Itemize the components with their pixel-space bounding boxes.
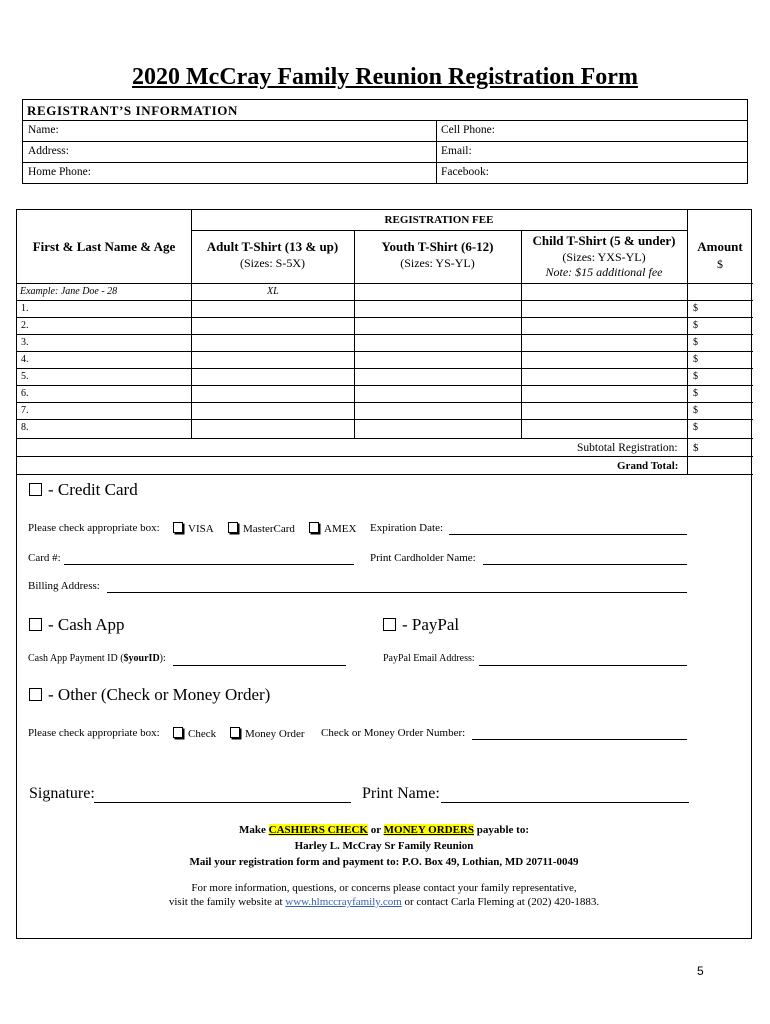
- youth-sizes: (Sizes: YS-YL): [400, 256, 475, 270]
- check-number-field[interactable]: [472, 739, 687, 740]
- card-number-field[interactable]: [64, 564, 354, 565]
- billing-address-field[interactable]: [107, 592, 687, 593]
- amount-symbol: $: [717, 257, 723, 271]
- expiration-label: Expiration Date:: [370, 522, 444, 534]
- billing-address-label: Billing Address:: [28, 580, 100, 592]
- checkbox-icon[interactable]: [309, 522, 319, 533]
- card-number-label: Card #:: [28, 552, 61, 564]
- cash-app-option[interactable]: - Cash App: [29, 615, 125, 635]
- child-shirt-header: Child T-Shirt (5 & under): [532, 233, 676, 248]
- registrant-row-number[interactable]: 7.: [21, 405, 29, 416]
- mailing-address: Mail your registration form and payment to: P.O. Box 49, Lothian, MD 20711-0049: [189, 856, 579, 868]
- signature-field[interactable]: [94, 802, 351, 803]
- example-size: XL: [267, 286, 279, 297]
- home-phone-field[interactable]: Home Phone:: [28, 166, 91, 178]
- visa-option[interactable]: VISA: [173, 522, 214, 535]
- paypal-option[interactable]: - PayPal: [383, 615, 459, 635]
- print-name-label: Print Name:: [362, 785, 440, 802]
- row-amount-symbol: $: [693, 354, 698, 365]
- address-field[interactable]: Address:: [28, 145, 69, 157]
- subtotal-symbol: $: [693, 442, 699, 454]
- credit-check-prompt: Please check appropriate box:: [28, 522, 160, 534]
- row-amount-symbol: $: [693, 320, 698, 331]
- registrant-row-number[interactable]: 6.: [21, 388, 29, 399]
- other-payment-option[interactable]: - Other (Check or Money Order): [29, 685, 270, 705]
- cardholder-label: Print Cardholder Name:: [370, 552, 476, 564]
- expiration-field[interactable]: [449, 534, 687, 535]
- registration-fee-header: REGISTRATION FEE: [384, 214, 494, 226]
- page-title: 2020 McCray Family Reunion Registration Form: [132, 64, 638, 90]
- cell-phone-field[interactable]: Cell Phone:: [441, 124, 495, 136]
- money-order-option[interactable]: Money Order: [230, 727, 305, 740]
- child-sizes: (Sizes: YXS-YL): [562, 250, 646, 264]
- checkbox-icon[interactable]: [173, 522, 183, 533]
- registrant-info-table: [22, 99, 748, 184]
- contact-info-line1: For more information, questions, or concerns please contact your family representative,: [191, 882, 577, 894]
- youth-shirt-header: Youth T-Shirt (6-12): [381, 239, 494, 254]
- checkbox-icon[interactable]: [29, 483, 42, 496]
- registrant-row-number[interactable]: 4.: [21, 354, 29, 365]
- email-field[interactable]: Email:: [441, 145, 472, 157]
- subtotal-label: Subtotal Registration:: [577, 442, 678, 454]
- row-amount-symbol: $: [693, 405, 698, 416]
- checkbox-icon[interactable]: [383, 618, 396, 631]
- payee: Harley L. McCray Sr Family Reunion: [294, 840, 474, 852]
- example-row: Example: Jane Doe - 28: [20, 286, 118, 297]
- print-name-field[interactable]: [441, 802, 689, 803]
- registrant-row-number[interactable]: 2.: [21, 320, 29, 331]
- checkbox-icon[interactable]: [230, 727, 240, 738]
- check-number-label: Check or Money Order Number:: [321, 727, 466, 739]
- cardholder-field[interactable]: [483, 564, 687, 565]
- adult-shirt-header: Adult T-Shirt (13 & up): [206, 239, 339, 254]
- paypal-email-label: PayPal Email Address:: [383, 653, 475, 664]
- grand-total-label: Grand Total:: [617, 460, 679, 472]
- row-amount-symbol: $: [693, 388, 698, 399]
- registrant-row-number[interactable]: 3.: [21, 337, 29, 348]
- row-amount-symbol: $: [693, 371, 698, 382]
- facebook-field[interactable]: Facebook:: [441, 166, 489, 178]
- child-fee-note: Note: $15 additional fee: [545, 265, 663, 279]
- row-amount-symbol: $: [693, 422, 698, 433]
- cash-app-id-field[interactable]: [173, 665, 346, 666]
- payment-instructions: Make CASHIERS CHECK or MONEY ORDERS payable to: Harley L. McCray Sr Family Reunion Mail your registration form and payment to: P.O. Box 49, Lothian, MD 20711-0049 For more information, questions, or concerns please contact your family representative, visit the family website at www.hlmccrayfamily.com or contact Carla Fleming at (202) 420-1883.: [16, 824, 752, 908]
- registrant-row-number[interactable]: 8.: [21, 422, 29, 433]
- check-option[interactable]: Check: [173, 727, 216, 740]
- website-link[interactable]: www.hlmccrayfamily.com: [285, 896, 402, 908]
- row-amount-symbol: $: [693, 303, 698, 314]
- name-field[interactable]: Name:: [28, 124, 59, 136]
- checkbox-icon[interactable]: [29, 688, 42, 701]
- row-amount-symbol: $: [693, 337, 698, 348]
- paypal-email-field[interactable]: [479, 665, 687, 666]
- checkbox-icon[interactable]: [228, 522, 238, 533]
- signature-label: Signature:: [29, 785, 95, 802]
- cash-app-id-label: Cash App Payment ID ($yourID):: [28, 653, 166, 664]
- credit-card-option[interactable]: - Credit Card: [29, 480, 138, 500]
- contact-info-line2: visit the family website at www.hlmccrayfamily.com or contact Carla Fleming at (202) 420-1883.: [168, 896, 600, 908]
- amount-header: Amount: [697, 239, 743, 254]
- checkbox-icon[interactable]: [29, 618, 42, 631]
- registrant-row-number[interactable]: 5.: [21, 371, 29, 382]
- registrant-row-number[interactable]: 1.: [21, 303, 29, 314]
- amex-option[interactable]: AMEX: [309, 522, 356, 535]
- registrant-header: REGISTRANT’S INFORMATION: [27, 103, 238, 118]
- mastercard-option[interactable]: MasterCard: [228, 522, 295, 535]
- adult-sizes: (Sizes: S-5X): [240, 256, 305, 270]
- checkbox-icon[interactable]: [173, 727, 183, 738]
- other-check-prompt: Please check appropriate box:: [28, 727, 160, 739]
- name-column-header: First & Last Name & Age: [32, 239, 176, 254]
- page-number: 5: [697, 964, 704, 978]
